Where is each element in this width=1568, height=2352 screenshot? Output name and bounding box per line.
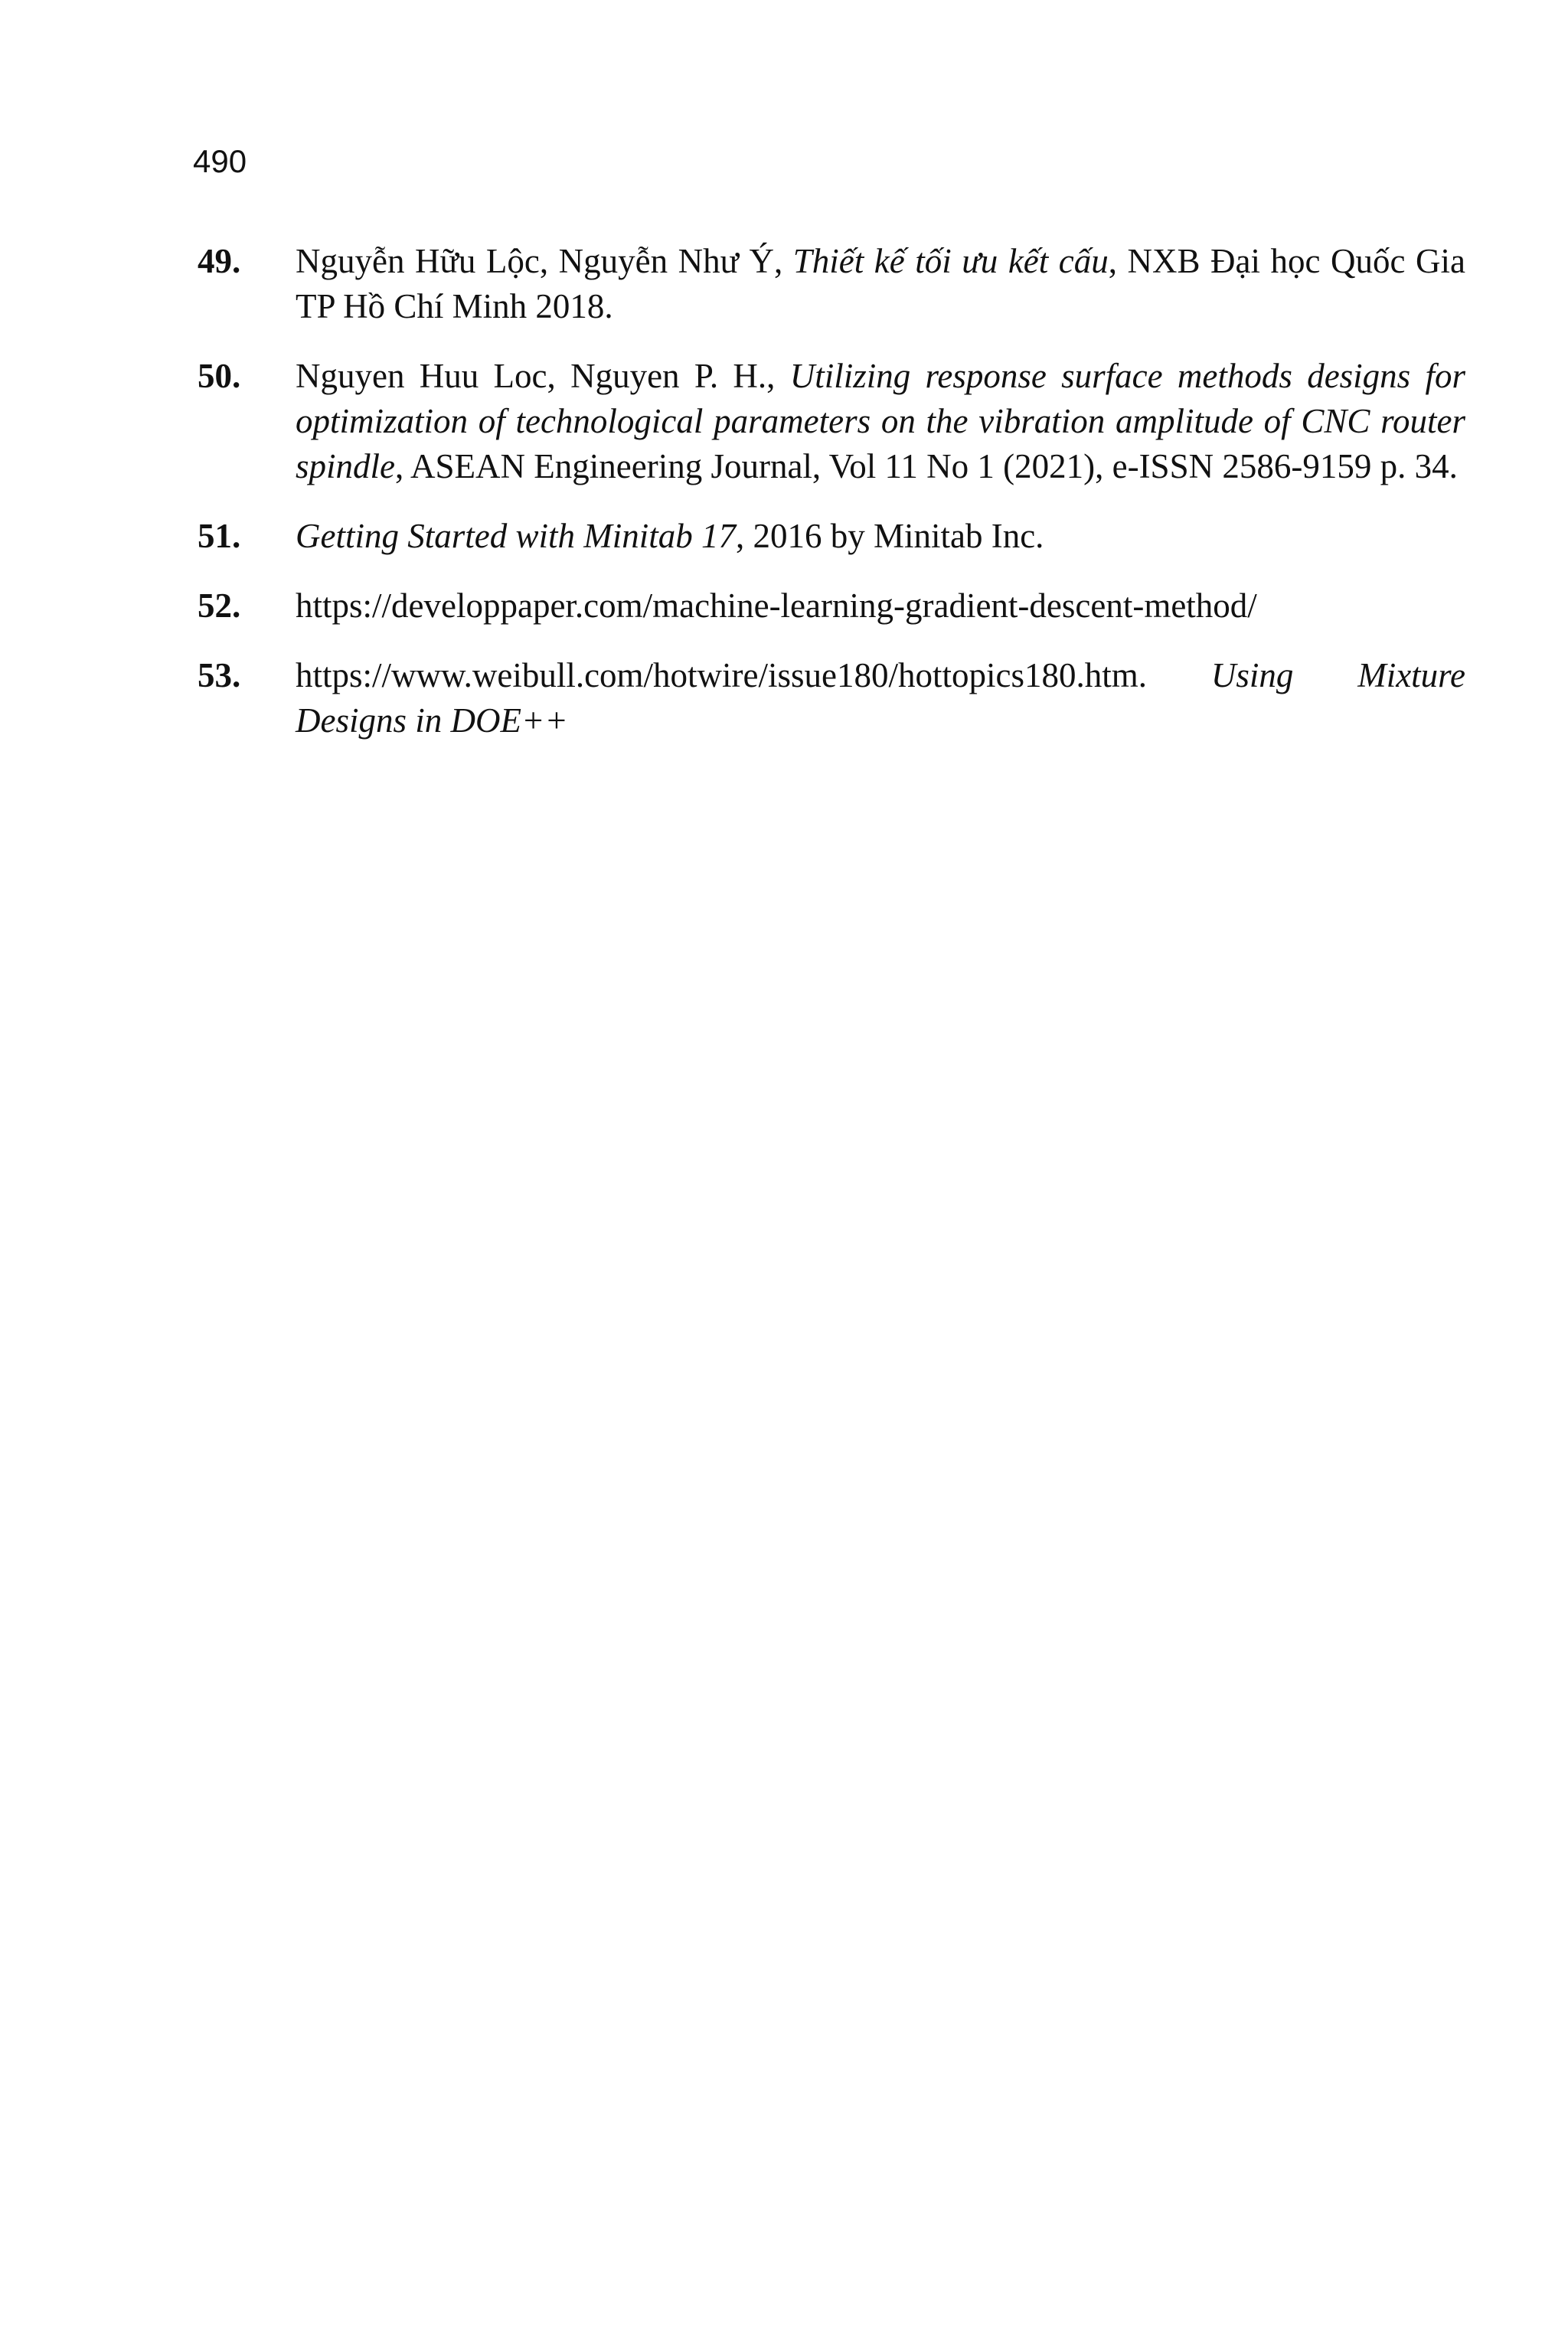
reference-number: 51.	[198, 517, 241, 555]
reference-number: 52.	[198, 586, 241, 625]
reference-number: 50.	[198, 357, 241, 395]
reference-number: 49.	[198, 242, 241, 280]
reference-item	[198, 514, 1465, 559]
reference-text	[296, 514, 1465, 559]
reference-title: Getting Started with Minitab 17	[296, 517, 736, 555]
reference-title: Using Mixture Designs in DOE++	[296, 656, 1465, 740]
page-number: 490	[193, 143, 247, 179]
reference-url: https://www.weibull.com/hotwire/issue180/hottopics180.htm.	[296, 656, 1211, 694]
reference-source: , NXB Đại học Quốc Gia TP Hồ Chí Minh 2018.	[296, 242, 1465, 325]
reference-text	[296, 583, 1465, 629]
reference-source: , ASEAN Engineering Journal, Vol 11 No 1 (2021), e-ISSN 2586-9159 p. 34.	[395, 447, 1458, 485]
reference-item	[198, 653, 1465, 743]
reference-title: Thiết kế tối ưu kết cấu	[792, 242, 1109, 280]
reference-item	[198, 239, 1465, 329]
reference-title: Utilizing response surface methods designs for optimization of technological parameters on the vibration amplitude of CNC router spindle	[296, 357, 1466, 485]
reference-url: https://developpaper.com/machine-learning-gradient-descent-method/	[296, 586, 1257, 625]
reference-text	[296, 239, 1465, 329]
reference-authors: Nguyễn Hữu Lộc, Nguyễn Như Ý,	[296, 242, 793, 280]
reference-item	[198, 354, 1465, 489]
reference-text	[296, 653, 1465, 743]
reference-item	[198, 583, 1465, 629]
reference-source: , 2016 by Minitab Inc.	[735, 517, 1044, 555]
reference-text	[296, 354, 1465, 489]
reference-list	[198, 239, 1465, 768]
reference-number: 53.	[198, 656, 241, 694]
reference-authors: Nguyen Huu Loc, Nguyen P. H.,	[296, 357, 790, 395]
